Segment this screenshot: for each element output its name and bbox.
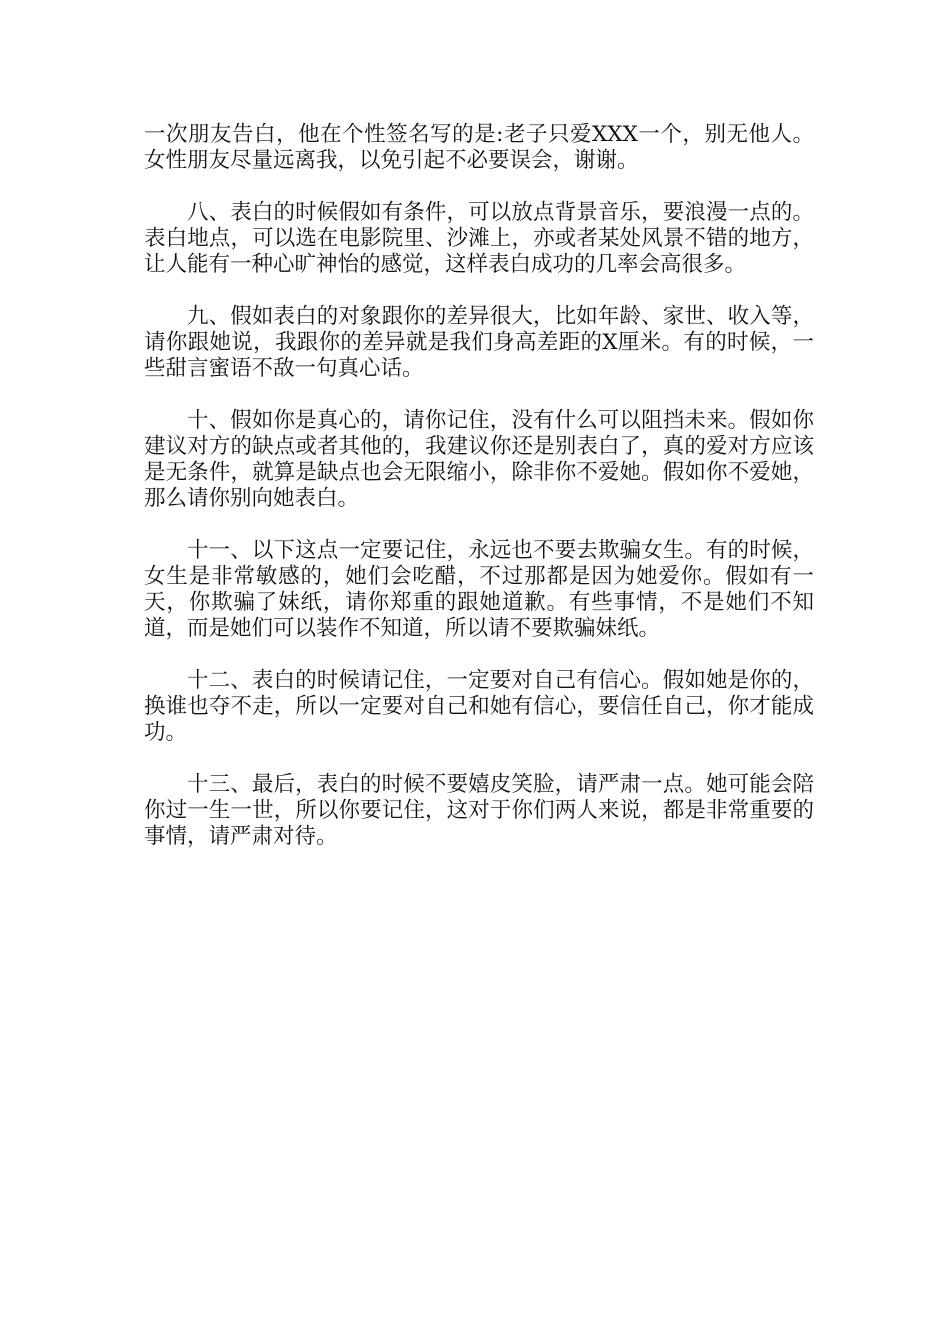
paragraph-item-12: 十二、表白的时候请记住，一定要对自己有信心。假如她是你的，换谁也夺不走，所以一定要对自己和她有信心，要信任自己，你才能成功。 [144,668,814,745]
paragraph-item-13: 十三、最后，表白的时候不要嬉皮笑脸，请严肃一点。她可能会陪你过一生一世，所以你要记住，这对于你们两人来说，都是非常重要的事情，请严肃对待。 [144,772,814,849]
paragraph-item-10: 十、假如你是真心的，请你记住，没有什么可以阻挡未来。假如你建议对方的缺点或者其他的，我建议你还是别表白了，真的爱对方应该是无条件，就算是缺点也会无限缩小，除非你不爱她。假如你不爱她，那么请你别向她表白。 [144,408,814,511]
paragraph-item-11: 十一、以下这点一定要记住，永远也不要去欺骗女生。有的时候，女生是非常敏感的，她们会吃醋，不过那都是因为她爱你。假如有一天，你欺骗了妹纸，请你郑重的跟她道歉。有些事情，不是她们不知道，而是她们可以装作不知道，所以请不要欺骗妹纸。 [144,538,814,641]
paragraph-item-9: 九、假如表白的对象跟你的差异很大，比如年龄、家世、收入等，请你跟她说，我跟你的差异就是我们身高差距的X厘米。有的时候，一些甜言蜜语不敌一句真心话。 [144,304,814,381]
paragraph-item-8: 八、表白的时候假如有条件，可以放点背景音乐，要浪漫一点的。表白地点，可以选在电影院里、沙滩上，亦或者某处风景不错的地方，让人能有一种心旷神怡的感觉，这样表白成功的几率会高很多。 [144,200,814,277]
document-body [144,122,814,876]
paragraph-continuation: 一次朋友告白，他在个性签名写的是:老子只爱XXX一个，别无他人。女性朋友尽量远离我，以免引起不必要误会，谢谢。 [144,122,814,173]
